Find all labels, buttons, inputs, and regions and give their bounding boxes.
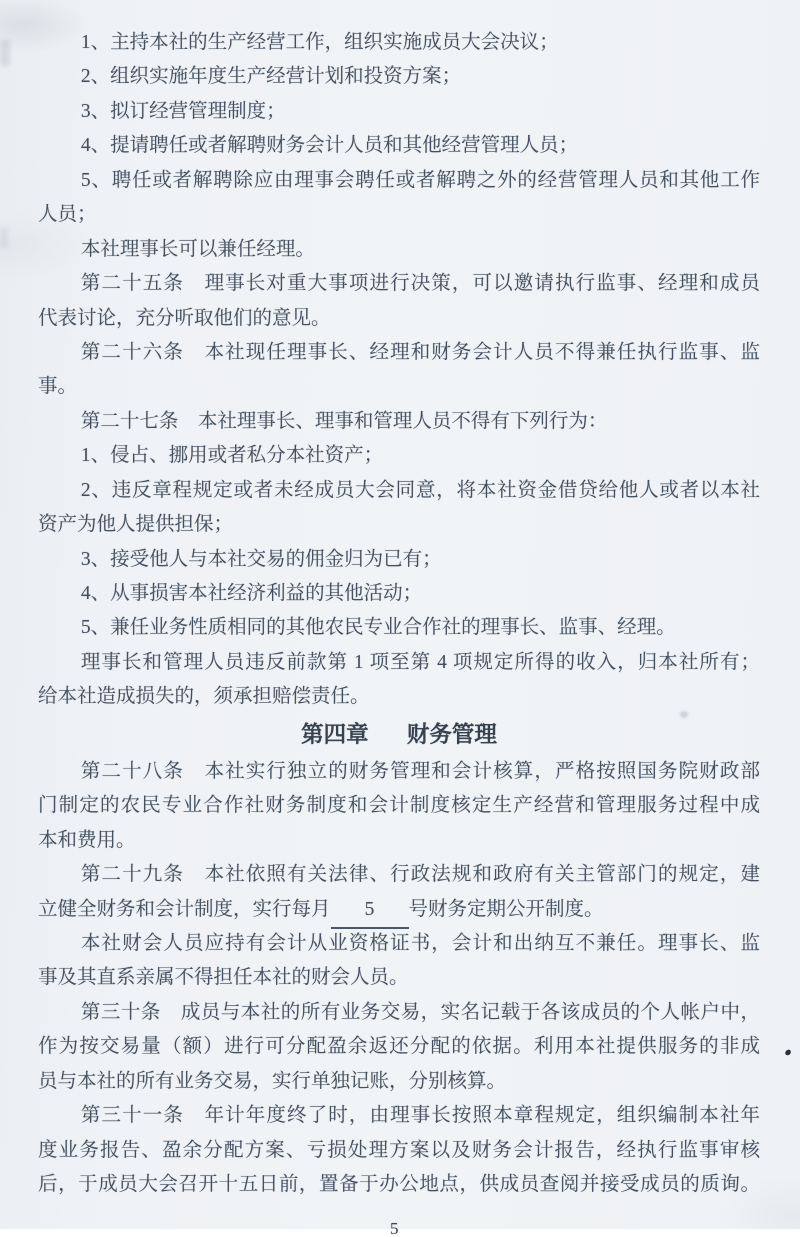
fill-blank-value: 5	[331, 893, 409, 929]
fill-blank-before: 立健全财务和会计制度，实行每月	[38, 898, 331, 920]
text-line: 4、提请聘任或者解聘财务会计人员和其他经营管理人员；	[80, 135, 579, 157]
text-line: 后，于成员大会召开十五日前，置备于办公地点，供成员查阅并接受成员的质询。	[38, 1174, 760, 1195]
text-line: 第三十条 成员与本社的所有业务交易，实名记载于各该成员的个人帐户中，	[80, 1001, 760, 1023]
chapter-label: 第四章	[301, 721, 369, 747]
text-line: 第三十一条 年计年度终了时，由理事长按照本章程规定，组织编制本社年	[80, 1105, 760, 1127]
fill-blank-line	[38, 893, 760, 927]
text-line: 2、组织实施年度生产经营计划和投资方案；	[80, 66, 462, 88]
text-line: 作为按交易量（额）进行可分配盈余返还分配的依据。利用本社提供服务的非成	[38, 1036, 760, 1058]
text-line: 5、聘任或者解聘除应由理事会聘任或者解聘之外的经营管理人员和其他工作	[80, 169, 760, 191]
page-number: 5	[390, 1219, 399, 1237]
scan-edge-smudge	[0, 228, 8, 248]
text-line: 资产为他人提供担保；	[38, 514, 234, 536]
text-line: 门制定的农民专业合作社财务制度和会计制度核定生产经营和管理服务过程中成	[38, 795, 760, 817]
text-line: 第二十六条 本社现任理事长、经理和财务会计人员不得兼任执行监事、监	[80, 341, 760, 363]
ink-speck	[784, 1049, 792, 1056]
text-line: 本和费用。	[38, 829, 136, 851]
text-line: 2、违反章程规定或者未经成员大会同意，将本社资金借贷给他人或者以本社	[80, 479, 760, 501]
text-line: 度业务报告、盈余分配方案、亏损处理方案以及财务会计报告，经执行监事审核	[38, 1139, 760, 1161]
text-block	[38, 26, 760, 1202]
text-line: 1、侵占、挪用或者私分本社资产；	[80, 445, 384, 467]
ink-speck	[680, 711, 688, 718]
text-line: 5、兼任业务性质相同的其他农民专业合作社的理事长、监事、经理。	[80, 617, 676, 639]
text-line: 员与本社的所有业务交易，实行单独记账，分别核算。	[38, 1070, 507, 1092]
text-line: 3、接受他人与本社交易的佣金归为已有；	[80, 548, 442, 570]
scan-edge-smudge	[0, 40, 10, 66]
text-line: 3、拟订经营管理制度；	[80, 100, 286, 122]
text-line: 第二十九条 本社依照有关法律、行政法规和政府有关主管部门的规定，建	[80, 864, 760, 886]
text-line: 代表讨论，充分听取他们的意见。	[38, 307, 331, 329]
text-line: 事。	[38, 376, 78, 398]
text-line: 第二十五条 理事长对重大事项进行决策，可以邀请执行监事、经理和成员	[80, 273, 760, 295]
text-line: 4、从事损害本社经济利益的其他活动；	[80, 583, 423, 604]
text-line: 人员；	[38, 204, 97, 226]
text-line: 理事长和管理人员违反前款第 1 项至第 4 项规定所得的收入，归本社所有；	[80, 651, 760, 673]
text-line: 第二十八条 本社实行独立的财务管理和会计核算，严格按照国务院财政部	[80, 760, 760, 782]
text-line: 本社理事长可以兼任经理。	[80, 238, 315, 260]
chapter-title: 财务管理	[406, 721, 497, 747]
fill-blank-after: 号财务定期公开制度。	[408, 898, 604, 920]
chapter-heading	[38, 715, 760, 755]
text-line: 本社财会人员应持有会计从业资格证书，会计和出纳互不兼任。理事长、监	[80, 932, 760, 954]
text-line: 给本社造成损失的，须承担赔偿责任。	[38, 686, 370, 708]
text-line: 1、主持本社的生产经营工作，组织实施成员大会决议；	[80, 32, 559, 53]
text-line: 第二十七条 本社理事长、理事和管理人员不得有下列行为：	[80, 410, 608, 432]
text-line: 事及其直系亲属不得担任本社的财会人员。	[38, 967, 409, 989]
